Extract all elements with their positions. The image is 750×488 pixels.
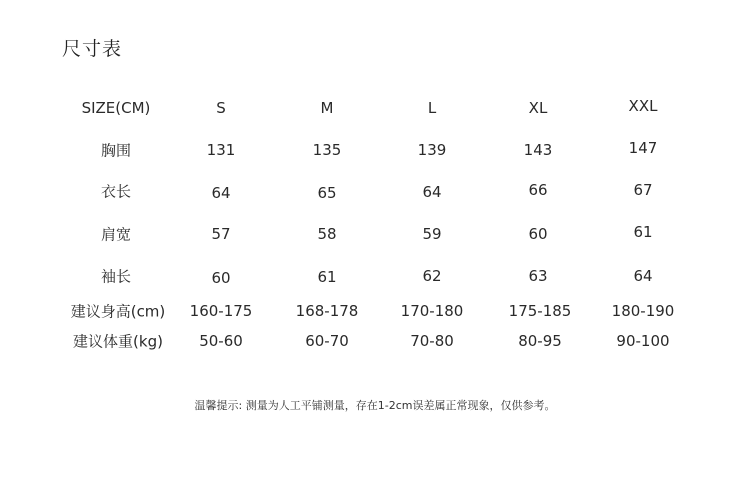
table-cell: 143 [523,141,553,159]
header-label: SIZE(CM) [81,99,151,117]
row-label-sleeve: 袖长 [100,267,132,286]
table-cell: 60-70 [305,332,349,350]
table-cell: 60 [528,225,548,243]
header-size-l: L [427,99,437,117]
table-cell: 90-100 [616,332,670,350]
row-label-chest: 胸围 [100,141,132,160]
table-cell: 131 [206,141,236,159]
header-size-xxl: XXL [628,97,658,115]
row-label-length: 衣长 [100,182,132,201]
header-size-xl: XL [528,99,548,117]
table-cell: 175-185 [508,302,572,320]
table-cell: 59 [422,225,442,243]
table-cell: 60 [211,269,231,287]
row-label-weight: 建议体重(kg) [73,332,163,351]
header-size-m: M [320,99,334,117]
measurement-note: 温馨提示: 测量为人工平铺测量，存在1-2cm误差属正常现象，仅供参考。 [194,399,556,412]
table-cell: 64 [211,184,231,202]
table-cell: 170-180 [400,302,464,320]
table-cell: 168-178 [295,302,359,320]
table-cell: 80-95 [518,332,562,350]
table-cell: 139 [417,141,447,159]
table-cell: 65 [317,184,337,202]
table-cell: 160-175 [189,302,253,320]
table-cell: 50-60 [199,332,243,350]
table-cell: 62 [422,267,442,285]
table-cell: 147 [628,139,658,157]
table-cell: 64 [633,267,653,285]
page-title: 尺寸表 [62,38,123,60]
table-cell: 180-190 [611,302,675,320]
table-cell: 135 [312,141,342,159]
table-cell: 61 [317,268,337,286]
table-cell: 64 [422,183,442,201]
table-cell: 66 [528,181,548,199]
table-cell: 63 [528,267,548,285]
row-label-shoulder: 肩宽 [100,225,132,244]
row-label-height: 建议身高(cm) [70,302,166,321]
header-size-s: S [216,99,226,117]
table-cell: 70-80 [410,332,454,350]
table-cell: 67 [633,181,653,199]
table-cell: 57 [211,225,231,243]
table-cell: 58 [317,225,337,243]
table-cell: 61 [633,223,653,241]
